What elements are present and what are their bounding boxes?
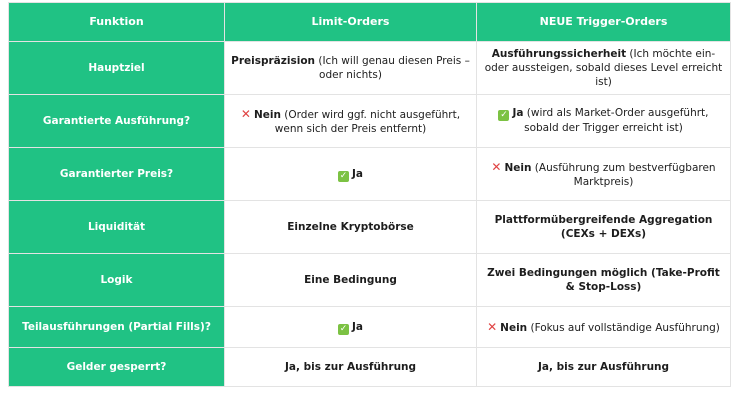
cell-value-bold: Preispräzision <box>231 54 316 67</box>
cell-value-bold: Ausführungssicherheit <box>491 47 627 60</box>
limit-orders-cell <box>225 42 477 95</box>
cell-value-bold: Nein <box>253 108 281 121</box>
cell-value-bold: Nein <box>504 161 532 174</box>
row-label: Gelder gesperrt? <box>9 348 225 387</box>
cross-icon: ✕ <box>240 106 251 121</box>
limit-orders-cell <box>225 254 477 307</box>
cell-value-bold: Ja <box>352 167 363 180</box>
cell-value-bold: Ja <box>512 107 524 120</box>
cell-value-bold: Plattformübergreifende Aggregation (CEXs + DEXs) <box>494 213 713 240</box>
cell-value-detail: (Fokus auf vollständige Ausführung) <box>527 321 720 334</box>
trigger-orders-cell <box>477 254 731 307</box>
trigger-orders-cell <box>477 42 731 95</box>
row-label: Logik <box>9 254 225 307</box>
check-icon: ✓ <box>500 110 508 121</box>
cell-value-detail: (Order wird ggf. nicht ausgeführt, wenn sich der Preis entfernt) <box>274 108 461 135</box>
limit-orders-cell <box>225 201 477 254</box>
header-limit-orders: Limit-Orders <box>225 3 477 42</box>
cell-value-bold: Ja, bis zur Ausführung <box>537 360 670 373</box>
row-label: Liquidität <box>9 201 225 254</box>
limit-orders-cell <box>225 307 477 348</box>
trigger-orders-cell <box>477 201 731 254</box>
trigger-orders-cell <box>477 95 731 148</box>
trigger-orders-cell <box>477 307 731 348</box>
header-funktion: Funktion <box>9 3 225 42</box>
table-row <box>9 307 731 348</box>
row-label: Teilausführungen (Partial Fills)? <box>9 307 225 348</box>
trigger-orders-cell <box>477 348 731 387</box>
cell-value-detail: (Ausführung zum bestverfügbaren Marktpreis) <box>531 161 716 188</box>
cell-value-bold: Ja, bis zur Ausführung <box>284 360 417 373</box>
cross-icon: ✕ <box>487 319 498 334</box>
table-row <box>9 254 731 307</box>
cell-value-bold: Ja <box>352 320 363 333</box>
header-trigger-orders: NEUE Trigger-Orders <box>477 3 731 42</box>
row-label: Hauptziel <box>9 42 225 95</box>
table-header-row <box>9 3 731 42</box>
row-label: Garantierte Ausführung? <box>9 95 225 148</box>
limit-orders-cell <box>225 95 477 148</box>
comparison-table-container <box>8 2 730 387</box>
cell-value-bold: Eine Bedingung <box>304 273 397 286</box>
limit-orders-cell <box>225 348 477 387</box>
table-row <box>9 201 731 254</box>
cell-value-detail: (Ich will genau diesen Preis – oder nichts) <box>315 54 470 81</box>
cell-value-detail: (wird als Market-Order ausgeführt, sobald der Trigger erreicht ist) <box>523 107 709 135</box>
comparison-table <box>8 2 731 387</box>
row-label: Garantierter Preis? <box>9 148 225 201</box>
cell-value-bold: Nein <box>500 321 528 334</box>
limit-orders-cell <box>225 148 477 201</box>
cell-value-bold: Einzelne Kryptobörse <box>287 220 414 233</box>
trigger-orders-cell <box>477 148 731 201</box>
check-icon: ✓ <box>339 170 348 181</box>
cell-value-detail: (Ich möchte ein- oder aussteigen, sobald dieses Level erreicht ist) <box>484 47 723 89</box>
table-row <box>9 95 731 148</box>
cell-value-bold: Zwei Bedingungen möglich (Take-Profit & Stop-Loss) <box>487 266 720 293</box>
cross-icon: ✕ <box>491 159 502 174</box>
table-row <box>9 148 731 201</box>
table-row <box>9 42 731 95</box>
check-icon: ✓ <box>339 323 348 334</box>
table-row <box>9 348 731 387</box>
